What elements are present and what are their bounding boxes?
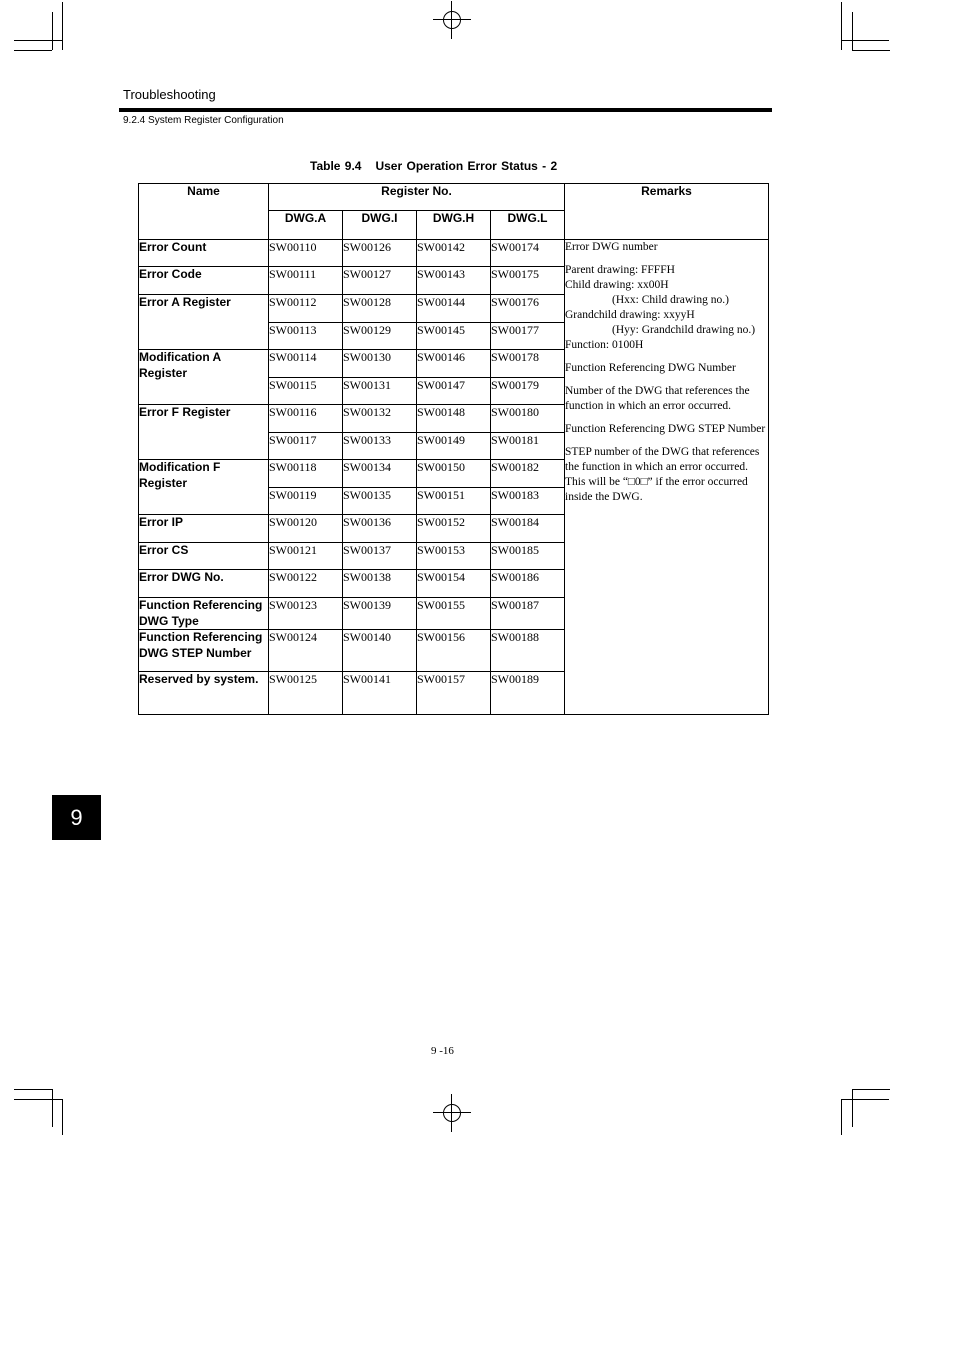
register-cell: SW00184: [491, 515, 565, 543]
row-name-cell: Modification A Register: [139, 350, 269, 405]
register-cell: SW00185: [491, 543, 565, 570]
register-cell: SW00118: [269, 460, 343, 488]
row-name-cell: Error A Register: [139, 295, 269, 350]
row-name-cell: Reserved by system.: [139, 672, 269, 715]
column-header-remarks: Remarks: [565, 184, 769, 240]
register-cell: SW00152: [417, 515, 491, 543]
register-cell: SW00157: [417, 672, 491, 715]
register-cell: SW00154: [417, 570, 491, 598]
register-cell: SW00112: [269, 295, 343, 323]
register-cell: SW00131: [343, 378, 417, 405]
register-cell: SW00153: [417, 543, 491, 570]
row-name-cell: Function Referencing DWG Type: [139, 598, 269, 630]
register-cell: SW00123: [269, 598, 343, 630]
crop-mark: [852, 12, 853, 50]
column-header-register: Register No.: [269, 184, 565, 211]
register-cell: SW00132: [343, 405, 417, 433]
register-cell: SW00181: [491, 433, 565, 460]
crop-mark: [14, 50, 52, 51]
crop-mark: [841, 2, 842, 50]
register-cell: SW00144: [417, 295, 491, 323]
register-cell: SW00127: [343, 267, 417, 295]
header-rule: [119, 108, 772, 112]
register-cell: SW00174: [491, 240, 565, 267]
table-row: [139, 240, 769, 267]
row-name-cell: Error CS: [139, 543, 269, 570]
register-cell: SW00111: [269, 267, 343, 295]
row-name-cell: Modification F Register: [139, 460, 269, 515]
crop-mark: [62, 1099, 63, 1135]
remark-line: Parent drawing: FFFFH: [565, 264, 675, 276]
register-cell: SW00156: [417, 630, 491, 672]
crop-mark: [852, 1089, 853, 1127]
register-cell: SW00146: [417, 350, 491, 378]
register-cell: SW00179: [491, 378, 565, 405]
register-cell: SW00143: [417, 267, 491, 295]
register-cell: SW00142: [417, 240, 491, 267]
crop-mark: [52, 1089, 53, 1127]
crop-mark: [14, 40, 62, 41]
register-cell: SW00150: [417, 460, 491, 488]
row-name-cell: Error DWG No.: [139, 570, 269, 598]
register-cell: SW00121: [269, 543, 343, 570]
running-header: Troubleshooting: [123, 87, 216, 102]
registration-mark: [433, 1, 471, 39]
column-header-name: Name: [139, 184, 269, 240]
registration-mark: [433, 1094, 471, 1132]
remark-line: Function Referencing DWG STEP Number: [565, 423, 766, 435]
register-cell: SW00135: [343, 488, 417, 515]
remark-line: (Hyy: Grandchild drawing no.): [612, 324, 756, 336]
register-cell: SW00125: [269, 672, 343, 715]
crop-mark: [841, 1099, 842, 1135]
row-name-cell: Error Code: [139, 267, 269, 295]
register-cell: SW00176: [491, 295, 565, 323]
crop-mark: [62, 2, 63, 50]
register-cell: SW00175: [491, 267, 565, 295]
row-name-cell: Error Count: [139, 240, 269, 267]
row-name-cell: Error IP: [139, 515, 269, 543]
section-label: 9.2.4 System Register Configuration: [123, 115, 284, 126]
register-cell: SW00117: [269, 433, 343, 460]
column-header-dwg-l: DWG.L: [491, 211, 565, 240]
crop-mark: [841, 1099, 889, 1100]
register-cell: SW00186: [491, 570, 565, 598]
remark-line: (Hxx: Child drawing no.): [612, 294, 729, 306]
register-cell: SW00140: [343, 630, 417, 672]
crop-mark: [852, 1089, 890, 1090]
crop-mark: [52, 12, 53, 50]
row-name-cell: Function Referencing DWG STEP Number: [139, 630, 269, 672]
register-cell: SW00155: [417, 598, 491, 630]
register-cell: SW00189: [491, 672, 565, 715]
register-cell: SW00141: [343, 672, 417, 715]
register-cell: SW00183: [491, 488, 565, 515]
register-cell: SW00126: [343, 240, 417, 267]
register-cell: SW00133: [343, 433, 417, 460]
remark-line: Error DWG number: [565, 241, 658, 253]
register-cell: SW00110: [269, 240, 343, 267]
remark-line: Child drawing: xx00H: [565, 279, 669, 291]
register-cell: SW00130: [343, 350, 417, 378]
register-cell: SW00113: [269, 323, 343, 350]
register-cell: SW00115: [269, 378, 343, 405]
remark-line: Grandchild drawing: xxyyH: [565, 309, 695, 321]
register-cell: SW00188: [491, 630, 565, 672]
register-cell: SW00151: [417, 488, 491, 515]
register-cell: SW00178: [491, 350, 565, 378]
register-cell: SW00136: [343, 515, 417, 543]
register-cell: SW00177: [491, 323, 565, 350]
remarks-cell: [565, 240, 769, 715]
remark-line: Number of the DWG that references the function in which an error occurred.: [565, 385, 750, 412]
table-number: Table 9.4: [310, 159, 362, 173]
column-header-dwg-i: DWG.I: [343, 211, 417, 240]
error-status-table: [138, 183, 769, 715]
register-cell: SW00116: [269, 405, 343, 433]
chapter-tab: 9: [52, 795, 101, 840]
register-cell: SW00138: [343, 570, 417, 598]
crop-mark: [14, 1099, 62, 1100]
register-cell: SW00148: [417, 405, 491, 433]
register-cell: SW00129: [343, 323, 417, 350]
register-cell: SW00149: [417, 433, 491, 460]
table-caption: [310, 159, 557, 173]
register-cell: SW00182: [491, 460, 565, 488]
column-header-dwg-h: DWG.H: [417, 211, 491, 240]
register-cell: SW00120: [269, 515, 343, 543]
register-cell: SW00180: [491, 405, 565, 433]
table-title: User Operation Error Status - 2: [375, 159, 558, 173]
register-cell: SW00128: [343, 295, 417, 323]
register-cell: SW00139: [343, 598, 417, 630]
crop-mark: [841, 40, 889, 41]
register-cell: SW00187: [491, 598, 565, 630]
crop-mark: [852, 50, 890, 51]
register-cell: SW00114: [269, 350, 343, 378]
register-cell: SW00119: [269, 488, 343, 515]
page-number: 9 -16: [431, 1045, 454, 1057]
row-name-cell: Error F Register: [139, 405, 269, 460]
register-cell: SW00124: [269, 630, 343, 672]
remark-line: Function: 0100H: [565, 339, 644, 351]
register-cell: SW00147: [417, 378, 491, 405]
register-cell: SW00122: [269, 570, 343, 598]
crop-mark: [14, 1089, 52, 1090]
remark-line: STEP number of the DWG that references the function in which an error occurred. This will be “□0□” if the error occurred inside the DWG.: [565, 446, 760, 503]
remark-line: Function Referencing DWG Number: [565, 362, 736, 374]
column-header-dwg-a: DWG.A: [269, 211, 343, 240]
register-cell: SW00137: [343, 543, 417, 570]
register-cell: SW00145: [417, 323, 491, 350]
register-cell: SW00134: [343, 460, 417, 488]
